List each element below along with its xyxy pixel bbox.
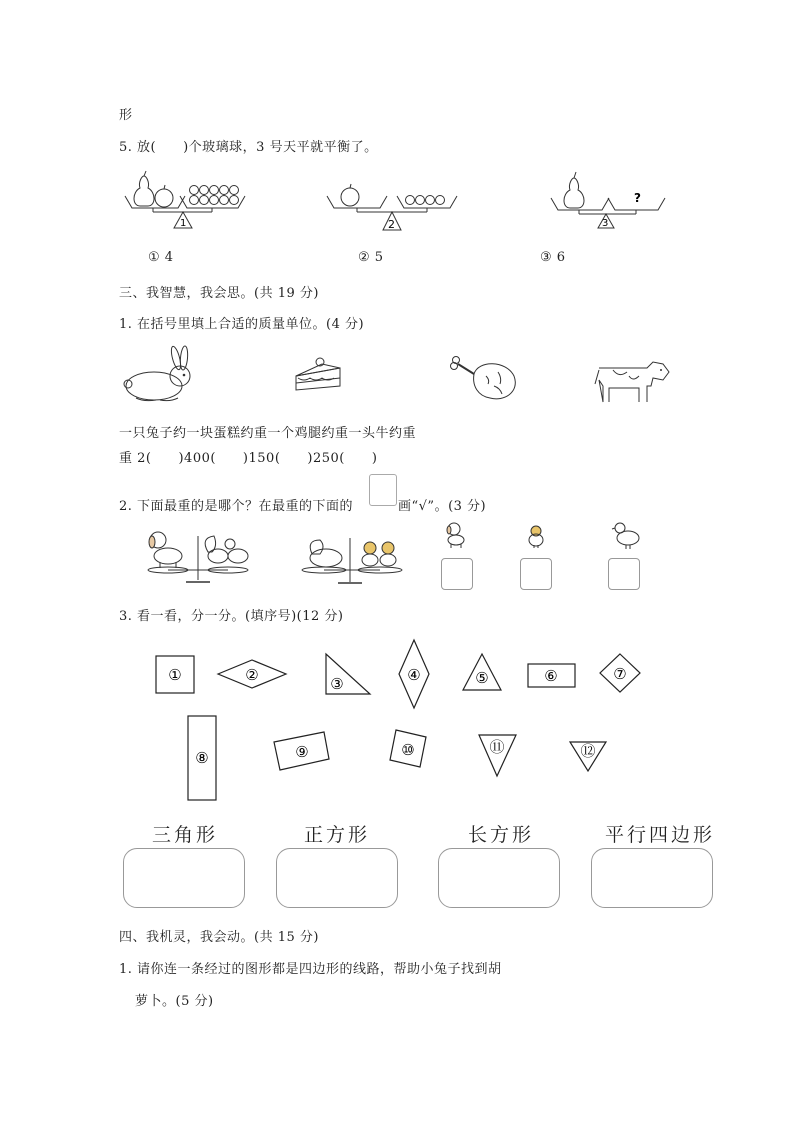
- q5-option-2[interactable]: ② 5: [358, 250, 384, 265]
- section-3-title: 三、我智慧，我会思。(共 19 分): [119, 286, 319, 301]
- shape-label-8: ⑧: [195, 749, 209, 767]
- shape-label-12: ⑫: [580, 742, 596, 760]
- q3-1-line1: 一只兔子约一块蛋糕约重一个鸡腿约重一头牛约重: [119, 426, 417, 441]
- q5-option-1[interactable]: ① 4: [148, 250, 174, 265]
- shape-label-5: ⑤: [475, 669, 489, 687]
- q3-2-prompt-end: 画“√”。(3 分): [398, 499, 487, 514]
- shape-label-10: ⑩: [401, 741, 415, 759]
- q3-3-prompt: 3. 看一看，分一分。(填序号)(12 分): [119, 609, 344, 624]
- shape-label-7: ⑦: [613, 665, 627, 683]
- q5-prompt: 5. 放( )个玻璃球，3 号天平就平衡了。: [119, 140, 378, 155]
- section-4-title: 四、我机灵，我会动。(共 15 分): [119, 930, 319, 945]
- shape-label-1: ①: [168, 666, 182, 684]
- category-triangle: 三角形: [152, 824, 219, 846]
- q3-1-prompt: 1. 在括号里填上合适的质量单位。(4 分): [119, 317, 365, 332]
- q4-1-line2: 萝卜。(5 分): [135, 994, 214, 1009]
- shape-label-6: ⑥: [544, 667, 558, 685]
- scale-number-2: 2: [388, 218, 395, 231]
- category-rectangle: 长方形: [468, 824, 535, 846]
- answer-area-rectangle[interactable]: [438, 848, 560, 908]
- shape-label-9: ⑨: [295, 743, 309, 761]
- shape-label-11: ⑪: [489, 738, 505, 756]
- category-parallelogram: 平行四边形: [605, 824, 716, 846]
- shape-label-2: ②: [245, 666, 259, 684]
- shape-label-4: ④: [407, 666, 421, 684]
- q3-2-prompt: 2. 下面最重的是哪个？在最重的下面的: [119, 499, 354, 514]
- q3-1-line2: 重 2( )400( )150( )250( ): [119, 451, 378, 466]
- q4-1-line1: 1. 请你连一条经过的图形都是四边形的线路，帮助小兔子找到胡: [119, 962, 502, 977]
- unknown-quantity-mark: ?: [634, 191, 641, 205]
- q5-option-3[interactable]: ③ 6: [540, 250, 566, 265]
- text-fragment: 形: [119, 108, 133, 123]
- scale-number-3: 3: [602, 218, 609, 229]
- answer-area-square[interactable]: [276, 848, 398, 908]
- answer-area-triangle[interactable]: [123, 848, 245, 908]
- shape-label-3: ③: [330, 675, 344, 693]
- category-square: 正方形: [304, 824, 371, 846]
- answer-area-parallelogram[interactable]: [591, 848, 713, 908]
- scale-number-1: 1: [180, 218, 187, 229]
